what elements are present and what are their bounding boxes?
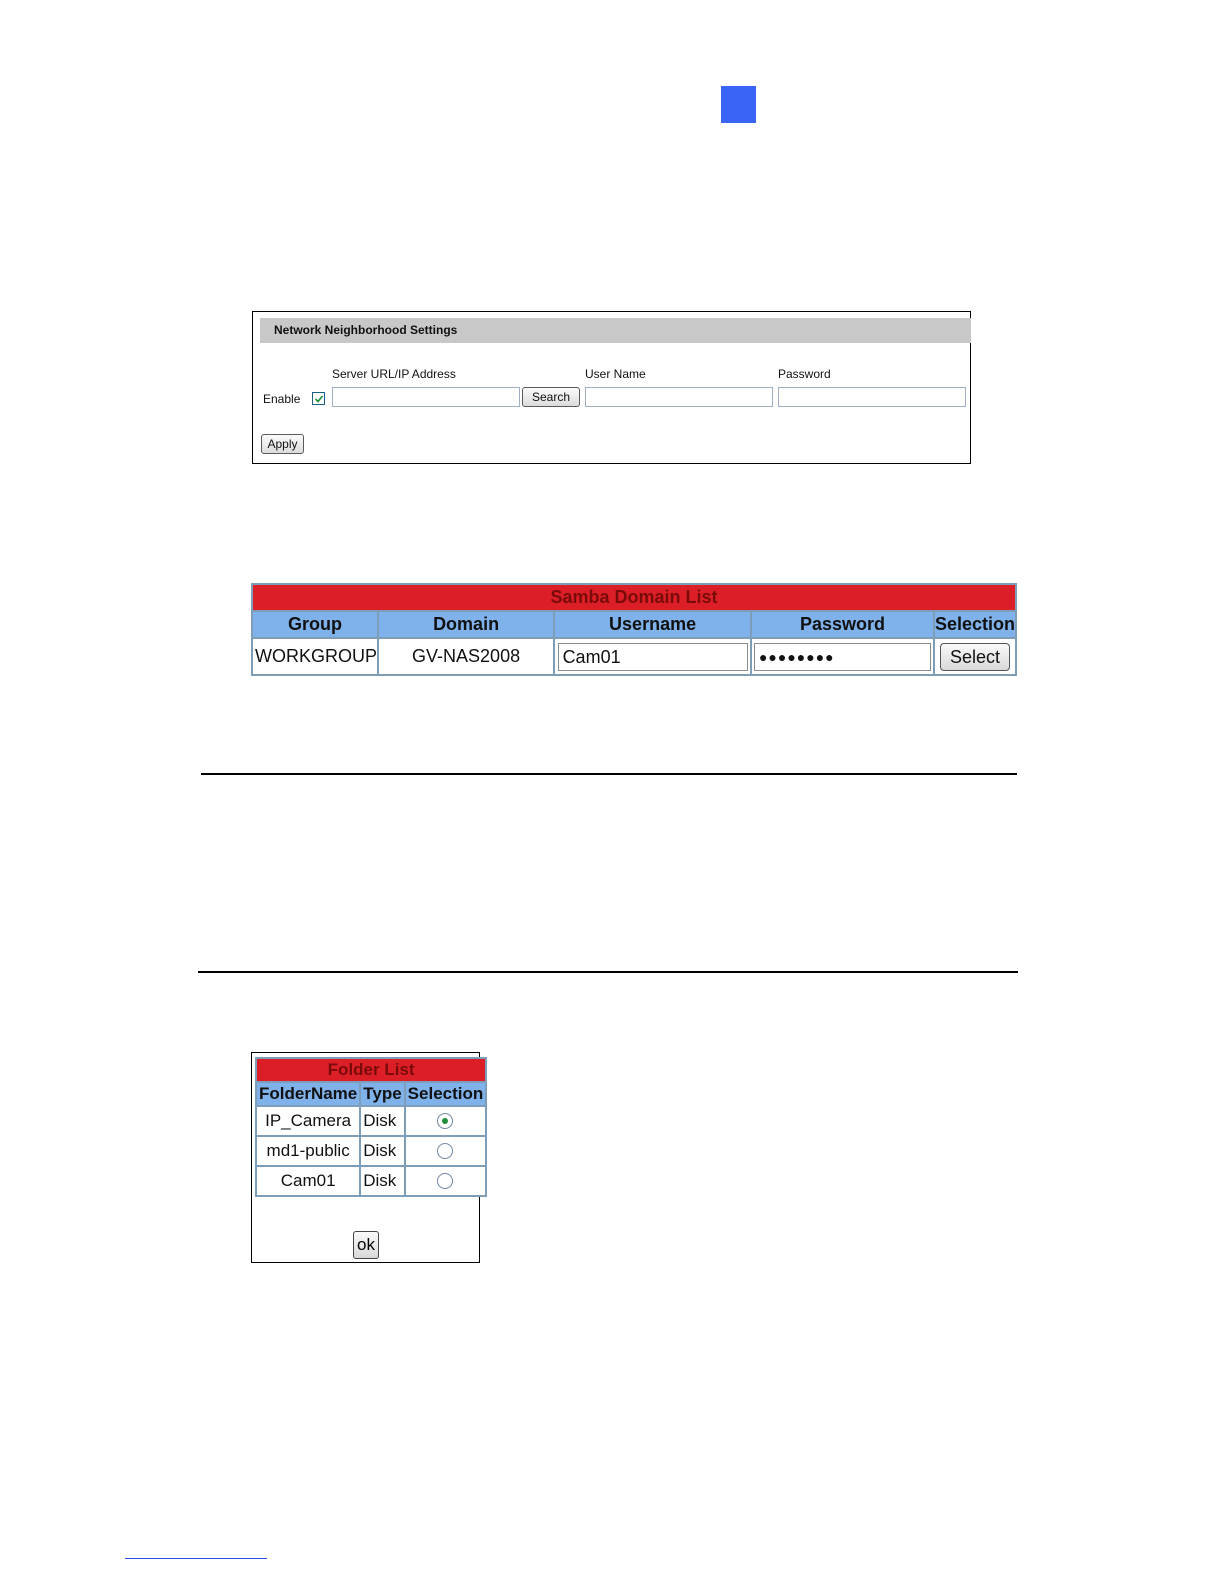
divider-top [201, 773, 1017, 775]
header-password: Password [751, 611, 934, 638]
divider-bottom [198, 971, 1018, 973]
user-name-label: User Name [585, 367, 646, 381]
page-marker [721, 86, 756, 123]
header-group: Group [252, 611, 378, 638]
selection-cell [934, 638, 1016, 675]
password-label: Password [778, 367, 831, 381]
search-button[interactable]: Search [522, 387, 580, 407]
header-username: Username [554, 611, 751, 638]
username-cell [554, 638, 751, 675]
user-name-input[interactable] [585, 387, 773, 407]
folder-name-cell: Cam01 [256, 1166, 360, 1196]
folder-radio[interactable] [437, 1143, 453, 1159]
folder-radio[interactable] [437, 1113, 453, 1129]
header-foldername: FolderName [256, 1082, 360, 1106]
table-row [252, 638, 1016, 675]
footer-link-underline[interactable] [125, 1558, 267, 1559]
header-type: Type [360, 1082, 404, 1106]
folder-type-cell: Disk [360, 1106, 404, 1136]
folder-name-cell: IP_Camera [256, 1106, 360, 1136]
folder-radio[interactable] [437, 1173, 453, 1189]
samba-domain-table [251, 583, 1017, 676]
table-row [256, 1106, 486, 1136]
enable-checkbox[interactable] [312, 392, 325, 405]
header-selection: Selection [934, 611, 1016, 638]
folder-type-cell: Disk [360, 1136, 404, 1166]
password-cell [751, 638, 934, 675]
select-button[interactable]: Select [940, 643, 1010, 671]
samba-table-title: Samba Domain List [252, 584, 1016, 611]
folder-list-table [255, 1057, 487, 1197]
table-row [256, 1166, 486, 1196]
enable-label: Enable [263, 392, 301, 406]
server-label: Server URL/IP Address [332, 367, 456, 381]
table-row [256, 1136, 486, 1166]
apply-button[interactable]: Apply [261, 434, 304, 454]
username-input[interactable]: Cam01 [558, 643, 748, 671]
password-input[interactable] [778, 387, 966, 407]
folder-table-title: Folder List [256, 1058, 486, 1082]
server-input[interactable] [332, 387, 520, 407]
ok-button[interactable]: ok [353, 1231, 379, 1259]
folder-list-panel [251, 1052, 484, 1263]
folder-type-cell: Disk [360, 1166, 404, 1196]
folder-name-cell: md1-public [256, 1136, 360, 1166]
domain-cell: GV-NAS2008 [378, 638, 554, 675]
network-neighborhood-panel [252, 311, 971, 464]
header-domain: Domain [378, 611, 554, 638]
header-selection: Selection [405, 1082, 487, 1106]
check-icon [314, 394, 324, 404]
group-cell: WORKGROUP [252, 638, 378, 675]
panel-title: Network Neighborhood Settings [260, 318, 971, 343]
password-input[interactable]: ●●●●●●●● [754, 643, 931, 671]
